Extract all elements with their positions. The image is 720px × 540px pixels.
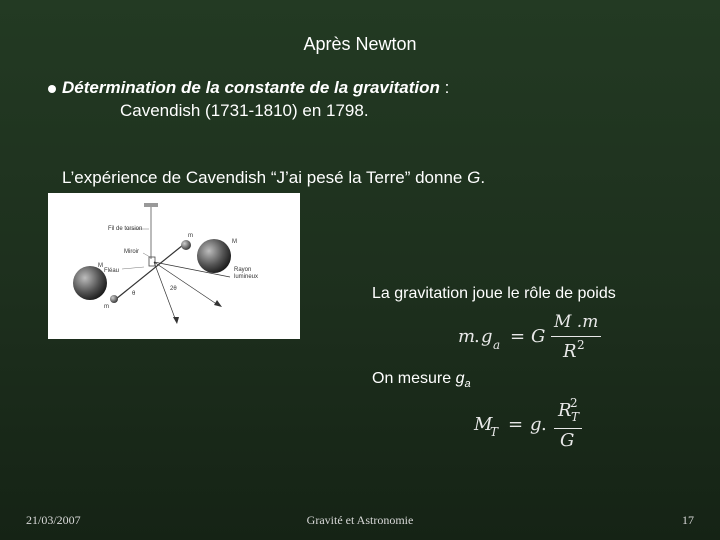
label-m-bottom: m [104,304,109,310]
formula2-dot: . [541,414,547,435]
small-ball-bottom [110,295,118,303]
formula2-M-sub: T [490,425,499,439]
bullet-bold-text: Détermination de la constante de la gravitation [62,78,440,97]
label-angle: 2θ [170,286,177,292]
mesure-text [372,370,471,390]
formula1-G: G [531,326,546,347]
experiment-sentence: L’expérience de Cavendish “J’ai pesé la Terre” donne [62,168,468,187]
label-miroir: Miroir [124,249,139,255]
label-rayon-2: lumineux [234,274,259,280]
formula2-num-exp: 2 [570,396,578,410]
formula1-denominator: R [563,341,577,362]
formula1-numerator: M .m [554,312,599,332]
small-ball-top [181,240,191,250]
gravitation-text: La gravitation joue le rôle de poids [372,285,616,302]
formula1-fraction-bar [551,336,601,337]
top-clamp [144,203,158,207]
formula2-numerator: R [558,400,572,421]
formula1-g-sub: a [493,338,501,352]
big-ball-left [73,266,107,300]
slide-title: Après Newton [303,34,417,54]
bullet-point [48,78,449,98]
formula2-eq: = [508,414,524,435]
cavendish-diagram [48,193,300,339]
formula2-g: g [530,414,542,435]
bullet-subtext: Cavendish (1731-1810) en 1798. [120,101,369,120]
formula1-g: g [481,326,493,347]
experiment-end: . [480,168,486,187]
label-M-left: M [98,263,103,269]
formula1-den-exp: 2 [577,338,585,352]
mesure-symbol: g [455,370,465,387]
label-fleau: Fléau [104,268,120,274]
cavendish-figure [48,193,300,339]
big-ball-right [197,239,231,273]
experiment-symbol: G [467,168,481,187]
footer-page-number: 17 [682,513,694,527]
formula-weight [458,312,608,368]
label-m-top: m [188,233,193,239]
label-M-right: M [232,239,237,245]
label-theta: θ [132,291,136,297]
footer-date: 21/03/2007 [26,513,81,527]
label-fil: Fil de torsion [108,226,143,232]
formula2-fraction-bar [554,428,582,429]
formula-earth-mass [474,396,594,456]
formula1-dot: . [474,326,480,347]
formula2-M: M [474,414,493,435]
bullet-icon [48,85,56,93]
mesure-sub: a [464,378,471,391]
footer-title: Gravité et Astronomie [306,513,414,527]
formula2-num-sub: T [571,410,580,424]
formula1-eq: = [510,326,526,347]
formula2-denominator: G [560,430,575,451]
mesure-label: On mesure [372,370,456,387]
experiment-text [62,168,485,188]
label-rayon-1: Rayon [234,267,252,273]
bullet-colon: : [439,78,450,97]
formula1-m: m [458,326,476,347]
